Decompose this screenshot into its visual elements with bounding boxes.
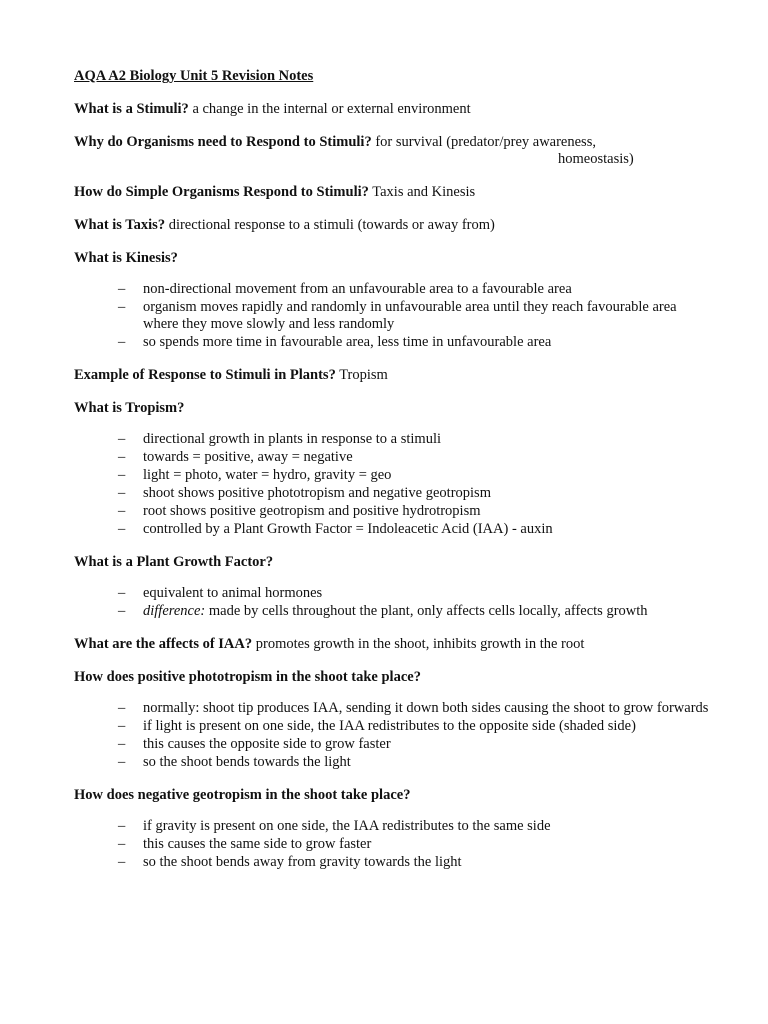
qa-iaa-affects (74, 636, 714, 653)
qa-taxis (74, 217, 714, 234)
dash-bullet: – (118, 854, 126, 870)
list-kinesis (74, 281, 714, 351)
list-item: – so the shoot bends towards the light (118, 754, 351, 770)
question-phototropism: How does positive phototropism in the shoot take place? (74, 669, 421, 685)
dash-bullet: – (118, 485, 126, 501)
list-item: – if gravity is present on one side, the IAA redistributes to the same side (118, 818, 551, 834)
qa-kinesis (74, 250, 714, 267)
dash-bullet: – (118, 603, 126, 619)
question-kinesis: What is Kinesis? (74, 250, 178, 266)
answer-plants-example: Tropism (335, 367, 388, 383)
list-item: – non-directional movement from an unfavourable area to a favourable area (118, 281, 572, 297)
list-item: – this causes the opposite side to grow faster (118, 736, 391, 752)
document-title: AQA A2 Biology Unit 5 Revision Notes (74, 68, 314, 84)
dash-bullet: – (118, 299, 126, 315)
dash-bullet: – (118, 449, 126, 465)
question-plants-example: Example of Response to Stimuli in Plants? (74, 367, 336, 383)
answer-stimuli: a change in the internal or external environment (188, 101, 471, 117)
list-item: – this causes the same side to grow faster (118, 836, 372, 852)
dash-bullet: – (118, 836, 126, 852)
answer-simple-organisms: Taxis and Kinesis (368, 184, 476, 200)
list-item: – root shows positive geotropism and positive hydrotropism (118, 503, 481, 519)
answer-why-respond: for survival (predator/prey awareness, (371, 134, 596, 150)
dash-bullet: – (118, 718, 126, 734)
dash-bullet: – (118, 754, 126, 770)
answer-iaa-affects: promotes growth in the shoot, inhibits growth in the root (252, 636, 585, 652)
dash-bullet: – (118, 281, 126, 297)
list-item: – shoot shows positive phototropism and negative geotropism (118, 485, 491, 501)
answer-why-respond-continued: homeostasis) (558, 151, 634, 167)
qa-why-respond (74, 134, 714, 168)
list-geotropism (74, 818, 714, 871)
dash-bullet: – (118, 818, 126, 834)
question-simple-organisms: How do Simple Organisms Respond to Stimuli? (74, 184, 369, 200)
dash-bullet: – (118, 736, 126, 752)
dash-bullet: – (118, 467, 126, 483)
list-phototropism (74, 700, 714, 771)
list-item: – towards = positive, away = negative (118, 449, 353, 465)
question-taxis: What is Taxis? (74, 217, 166, 233)
list-item: – normally: shoot tip produces IAA, sending it down both sides causing the shoot to grow forwards (118, 700, 709, 716)
dash-bullet: – (118, 585, 126, 601)
question-why-respond: Why do Organisms need to Respond to Stimuli? (74, 134, 372, 150)
list-tropism (74, 431, 714, 538)
list-item: – so the shoot bends away from gravity towards the light (118, 854, 462, 870)
list-item: – so spends more time in favourable area, less time in unfavourable area (118, 334, 552, 350)
list-item: – controlled by a Plant Growth Factor = Indoleacetic Acid (IAA) - auxin (118, 521, 553, 537)
qa-geotropism (74, 787, 714, 804)
question-tropism: What is Tropism? (74, 400, 185, 416)
qa-stimuli (74, 101, 714, 118)
list-item: – equivalent to animal hormones (118, 585, 323, 601)
list-item: – directional growth in plants in response to a stimuli (118, 431, 442, 447)
question-geotropism: How does negative geotropism in the shoot take place? (74, 787, 411, 803)
dash-bullet: – (118, 503, 126, 519)
document-page (74, 68, 714, 887)
question-iaa-affects: What are the affects of IAA? (74, 636, 253, 652)
list-item: – difference: made by cells throughout the plant, only affects cells locally, affects growth (118, 603, 648, 619)
list-growth-factor (74, 585, 714, 620)
dash-bullet: – (118, 521, 126, 537)
difference-label: difference: (143, 603, 206, 619)
dash-bullet: – (118, 700, 126, 716)
qa-simple-organisms (74, 184, 714, 201)
list-item: – organism moves rapidly and randomly in unfavourable area until they reach favourable area where they move slowly and less randomly (118, 299, 677, 332)
qa-plants-example (74, 367, 714, 384)
list-item: – if light is present on one side, the IAA redistributes to the opposite side (shaded side) (118, 718, 636, 734)
qa-growth-factor (74, 554, 714, 571)
qa-tropism (74, 400, 714, 417)
question-growth-factor: What is a Plant Growth Factor? (74, 554, 274, 570)
qa-phototropism (74, 669, 714, 686)
answer-taxis: directional response to a stimuli (towards or away from) (165, 217, 495, 233)
list-item: – light = photo, water = hydro, gravity = geo (118, 467, 392, 483)
question-stimuli: What is a Stimuli? (74, 101, 189, 117)
dash-bullet: – (118, 334, 126, 350)
dash-bullet: – (118, 431, 126, 447)
